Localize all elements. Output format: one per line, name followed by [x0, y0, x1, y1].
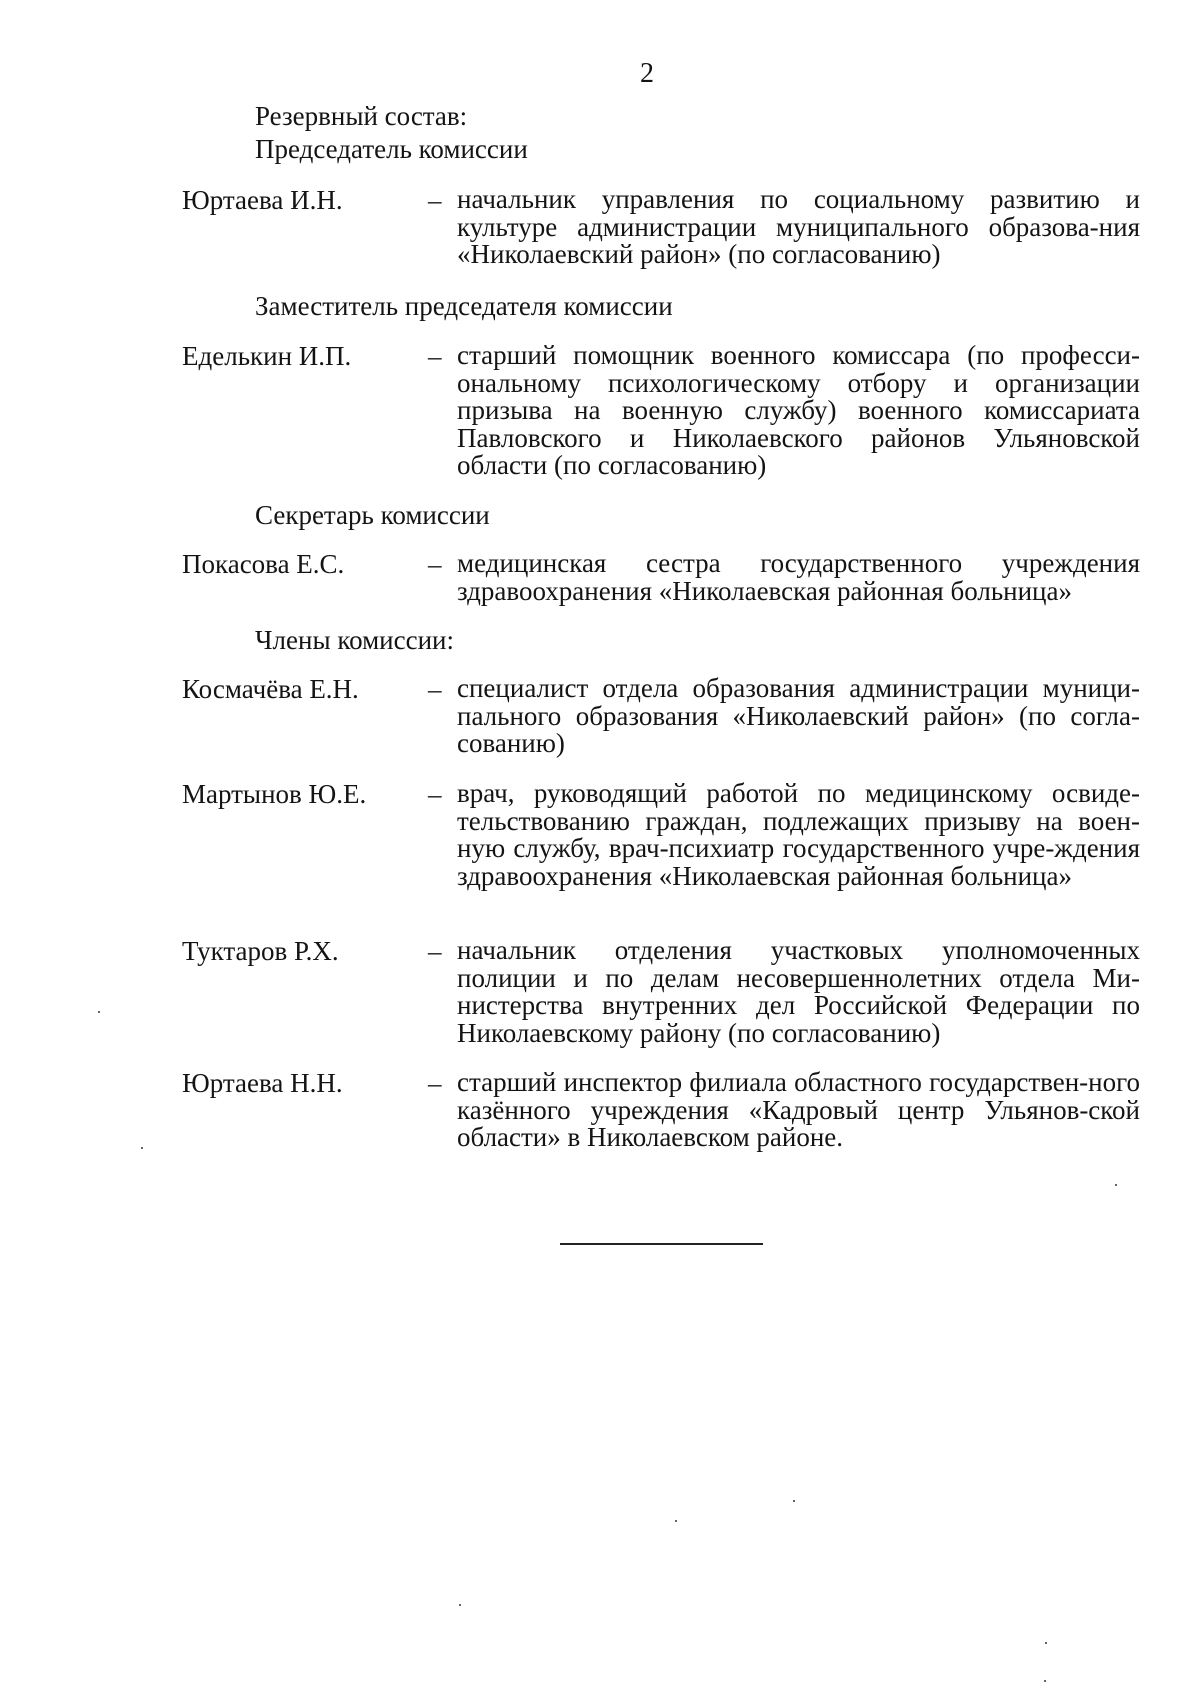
scan-speck	[1045, 1642, 1047, 1644]
member-description: медицинская сестра государственного учреждения здравоохранения «Николаевская районная больница»	[457, 548, 1140, 606]
deputy-heading: Заместитель председателя комиссии	[255, 291, 673, 321]
member-name: Юртаева Н.Н.	[182, 1068, 343, 1098]
member-name: Туктаров Р.Х.	[182, 936, 339, 966]
scan-speck	[459, 1604, 461, 1606]
member-name: Космачёва Е.Н.	[182, 674, 359, 704]
chairman-heading: Председатель комиссии	[255, 134, 528, 164]
member-description: врач, руководящий работой по медицинскому освиде-тельствованию граждан, подлежащих призыву на воен-ную службу, врач-психиатр государственного учре-ждения здравоохранения «Николаевская районная больница»	[457, 778, 1140, 891]
members-heading: Члены комиссии:	[255, 625, 454, 655]
member-dash: –	[428, 341, 442, 371]
member-name: Покасова Е.С.	[182, 549, 345, 579]
scan-speck	[98, 1011, 100, 1013]
member-dash: –	[428, 549, 442, 579]
member-name: Мартынов Ю.Е.	[182, 779, 367, 809]
member-description: начальник управления по социальному развитию и культуре администрации муниципального образова-ния «Николаевский район» (по согласованию)	[457, 184, 1140, 269]
member-dash: –	[428, 779, 442, 809]
scan-speck	[1115, 1184, 1117, 1186]
secretary-heading: Секретарь комиссии	[255, 500, 490, 530]
end-rule	[560, 1243, 763, 1245]
member-dash: –	[428, 185, 442, 215]
page-number: 2	[640, 58, 654, 89]
member-description: специалист отдела образования администрации муници-пального образования «Николаевский район» (по согла-сованию)	[457, 673, 1140, 758]
member-dash: –	[428, 1068, 442, 1098]
reserve-heading: Резервный состав:	[255, 101, 468, 131]
member-name: Юртаева И.Н.	[182, 185, 343, 215]
member-dash: –	[428, 936, 442, 966]
member-description: старший инспектор филиала областного государствен-ного казённого учреждения «Кадровый центр Ульянов-ской области» в Николаевском районе.	[457, 1067, 1140, 1152]
member-dash: –	[428, 674, 442, 704]
member-description: начальник отделения участковых уполномоченных полиции и по делам несовершеннолетних отдела Ми-нистерства внутренних дел Российской Федерации по Николаевскому району (по согласованию)	[457, 935, 1140, 1048]
scan-speck	[793, 1500, 795, 1502]
member-description: старший помощник военного комиссара (по професси-ональному психологическому отбору и организации призыва на военную службу) военного комиссариата Павловского и Николаевского районов Ульяновской области (по согласованию)	[457, 340, 1140, 480]
scan-speck	[141, 1147, 143, 1149]
member-name: Еделькин И.П.	[182, 341, 352, 371]
scan-speck	[675, 1520, 677, 1522]
scan-speck	[1044, 1680, 1046, 1682]
